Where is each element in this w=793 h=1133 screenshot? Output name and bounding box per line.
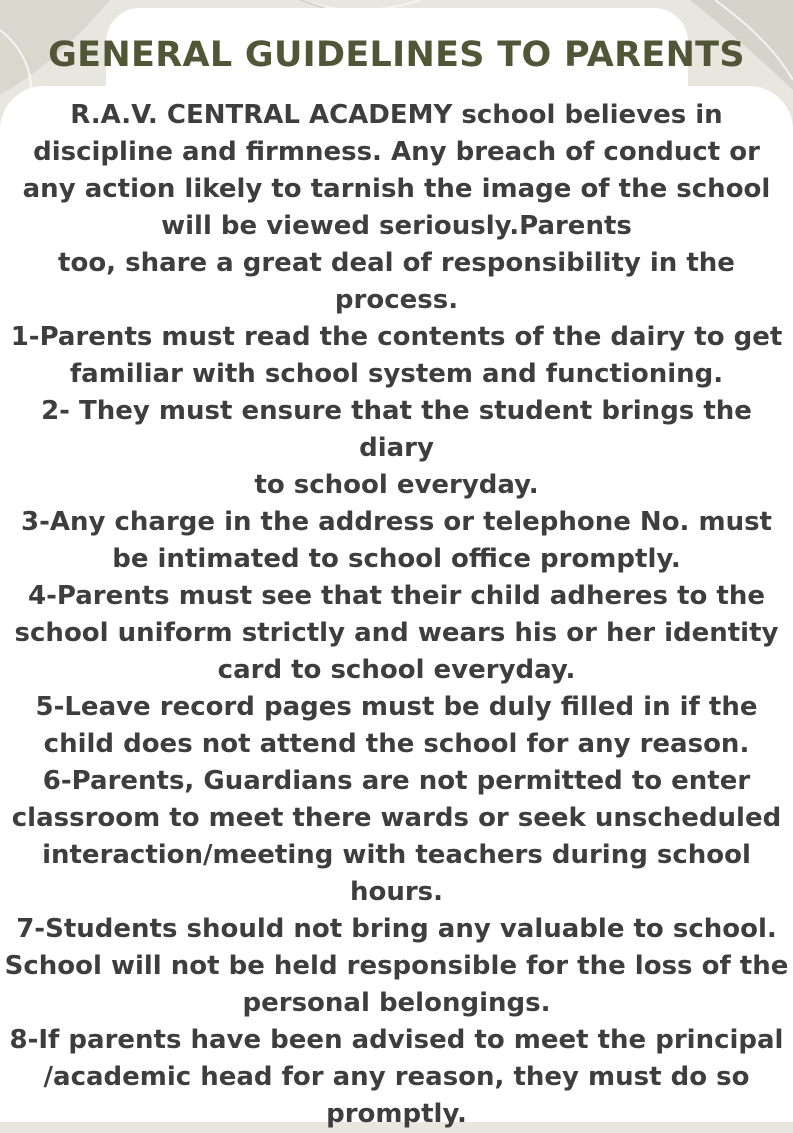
page-title: GENERAL GUIDELINES TO PARENTS xyxy=(48,35,745,75)
guideline-line: personal belongings. xyxy=(242,988,551,1018)
guideline-2 xyxy=(0,393,793,504)
guideline-line: 8-If parents have been advised to meet the principal xyxy=(9,1025,784,1055)
intro-line: process. xyxy=(334,285,459,315)
guideline-line: hours. xyxy=(349,877,444,907)
guideline-line: 5-Leave record pages must be duly filled in if the xyxy=(35,692,758,722)
guideline-line: School will not be held responsible for the loss of the xyxy=(4,951,789,981)
guideline-line: familiar with school system and functioning. xyxy=(69,359,724,389)
guideline-7 xyxy=(0,911,793,1022)
guideline-line: card to school everyday. xyxy=(217,655,576,685)
guideline-line: promptly. xyxy=(326,1099,467,1129)
guideline-line: 1-Parents must read the contents of the dairy to get xyxy=(10,322,783,352)
guideline-line: child does not attend the school for any reason. xyxy=(43,729,750,759)
guideline-line: /academic head for any reason, they must do so xyxy=(43,1062,750,1092)
guideline-6 xyxy=(0,763,793,911)
guideline-4 xyxy=(0,578,793,689)
guideline-line: 4-Parents must see that their child adheres to the xyxy=(28,581,765,611)
intro-line: any action likely to tarnish the image of the school xyxy=(22,174,771,204)
guideline-line: be intimated to school office promptly. xyxy=(112,544,681,574)
guidelines-content xyxy=(0,97,793,1133)
guideline-3 xyxy=(0,504,793,578)
guideline-line: to school everyday. xyxy=(254,470,539,500)
guideline-8 xyxy=(0,1022,793,1133)
intro-line: will be viewed seriously.Parents xyxy=(161,211,632,241)
intro-paragraph xyxy=(0,97,793,319)
intro-line: too, share a great deal of responsibility in the xyxy=(58,248,735,278)
guideline-line: 7-Students should not bring any valuable to school. xyxy=(16,914,777,944)
guideline-line: 6-Parents, Guardians are not permitted to enter xyxy=(42,766,751,796)
intro-line: R.A.V. CENTRAL ACADEMY school believes in xyxy=(70,100,723,130)
guideline-5 xyxy=(0,689,793,763)
guideline-line: school uniform strictly and wears his or her identity xyxy=(14,618,779,648)
guideline-line: 3-Any charge in the address or telephone No. must xyxy=(20,507,772,537)
guideline-1 xyxy=(0,319,793,393)
guideline-line: classroom to meet there wards or seek unscheduled xyxy=(11,803,782,833)
guideline-line: interaction/meeting with teachers during school xyxy=(42,840,751,870)
intro-line: discipline and firmness. Any breach of conduct or xyxy=(33,137,760,167)
guideline-line: 2- They must ensure that the student brings the diary xyxy=(41,396,752,463)
